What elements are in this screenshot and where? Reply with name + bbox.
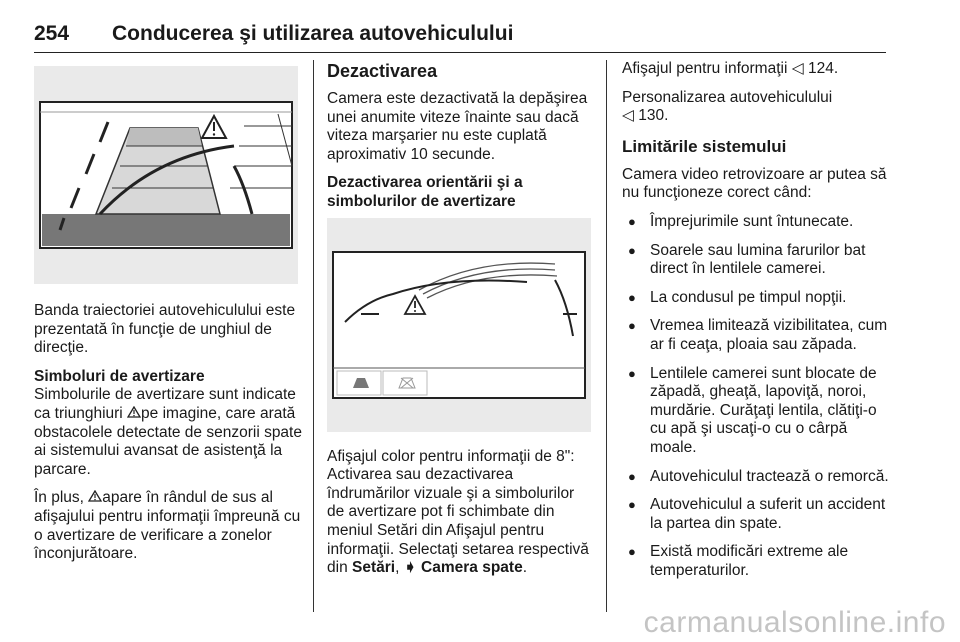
page-reference-icon: ◁ [791,60,804,77]
trajectory-paragraph: Banda traiectoriei autovehiculului este prezentată în funcţie de unghiul de direcţie. [34,302,296,357]
limitations-list [622,213,892,581]
display-settings-figure [327,218,591,432]
trajectory-figure [34,66,298,284]
column-divider-right [606,60,607,612]
system-limits-intro: Camera video retrovizoare ar putea să nu funcţioneze corect când: [622,165,887,202]
system-limits-heading: Limitările sistemului [622,136,787,156]
list-item: ● Autovehiculul tractează o remorcă. [622,468,892,487]
deactivation-paragraph: Camera este dezactivată la depăşirea unei anumite viteze înainte sau dacă viteza marşarier nu este cuplată aproximativ 10 secunde. [327,90,588,163]
list-item: ● Lentilele camerei sunt blocate de zăpadă, gheaţă, lapoviţă, noroi, murdărie. Curăţaţi lentila, clătiţi-o cu apă şi uscaţi-o cu o cârpă moale. [622,365,892,458]
chapter-title: Conducerea şi utilizarea autovehiculului [112,22,514,45]
column-1 [34,60,302,574]
list-item: ● La condusul pe timpul nopţii. [622,289,892,308]
column-divider-left [313,60,314,612]
info-display-reference: Afişajul pentru informaţii ◁ 124. [622,60,839,77]
watermark: carmanualsonline.info [643,606,946,639]
list-item: ● Autovehiculul a suferit un accident la partea din spate. [622,496,892,533]
column-3 [622,60,892,590]
display-settings-paragraph: Afişajul color pentru informaţii de 8": Activarea sau dezactivarea îndrumărilor vizuale şi a simbolurilor de avertizare pot fi schimbate din meniul Setări din Afişajul pentru informaţii. Selectaţi setarea respectivă din Setări, ➧ Camera spate. [327,447,589,577]
settings-menu-label: Setări [352,559,396,577]
guidance-deactivation-heading: Dezactivarea orientării şi a simbolurilor de avertizare [327,174,523,210]
page-header [34,22,886,53]
column-2 [327,60,595,588]
rear-camera-menu-label: Camera spate [421,559,523,577]
list-item: ● Vremea limitează vizibilitatea, cum ar fi ceaţa, ploaia sau zăpada. [622,317,892,354]
personalization-reference: Personalizarea autovehiculului ◁ 130. [622,88,833,125]
warning-triangle-icon [127,405,141,424]
list-item: ● Există modificări extreme ale temperaturilor. [622,543,892,580]
page-reference-icon: ◁ [622,107,634,125]
warning-symbols-heading: Simboluri de avertizare [34,367,205,385]
menu-arrow-icon: ➧ [403,559,417,577]
list-item: ● Împrejurimile sunt întunecate. [622,213,892,232]
deactivation-heading: Dezactivarea [327,61,438,81]
additional-warning-paragraph: În plus, apare în rândul de sus al afişajului pentru informaţii împreună cu o avertizare de verificare a zonelor înconjurătoare. [34,489,301,563]
list-item: ● Soarele sau lumina farurilor bat direct în lentilele camerei. [622,242,892,279]
page-number: 254 [34,22,70,45]
warning-triangle-icon [88,489,102,508]
warning-symbols-paragraph: Simbolurile de avertizare sunt indicate ca triunghiuri pe imagine, care arată obstacolele detectate de senzorii spate ai sistemului avansat de asistenţă la parcare. [34,386,302,478]
